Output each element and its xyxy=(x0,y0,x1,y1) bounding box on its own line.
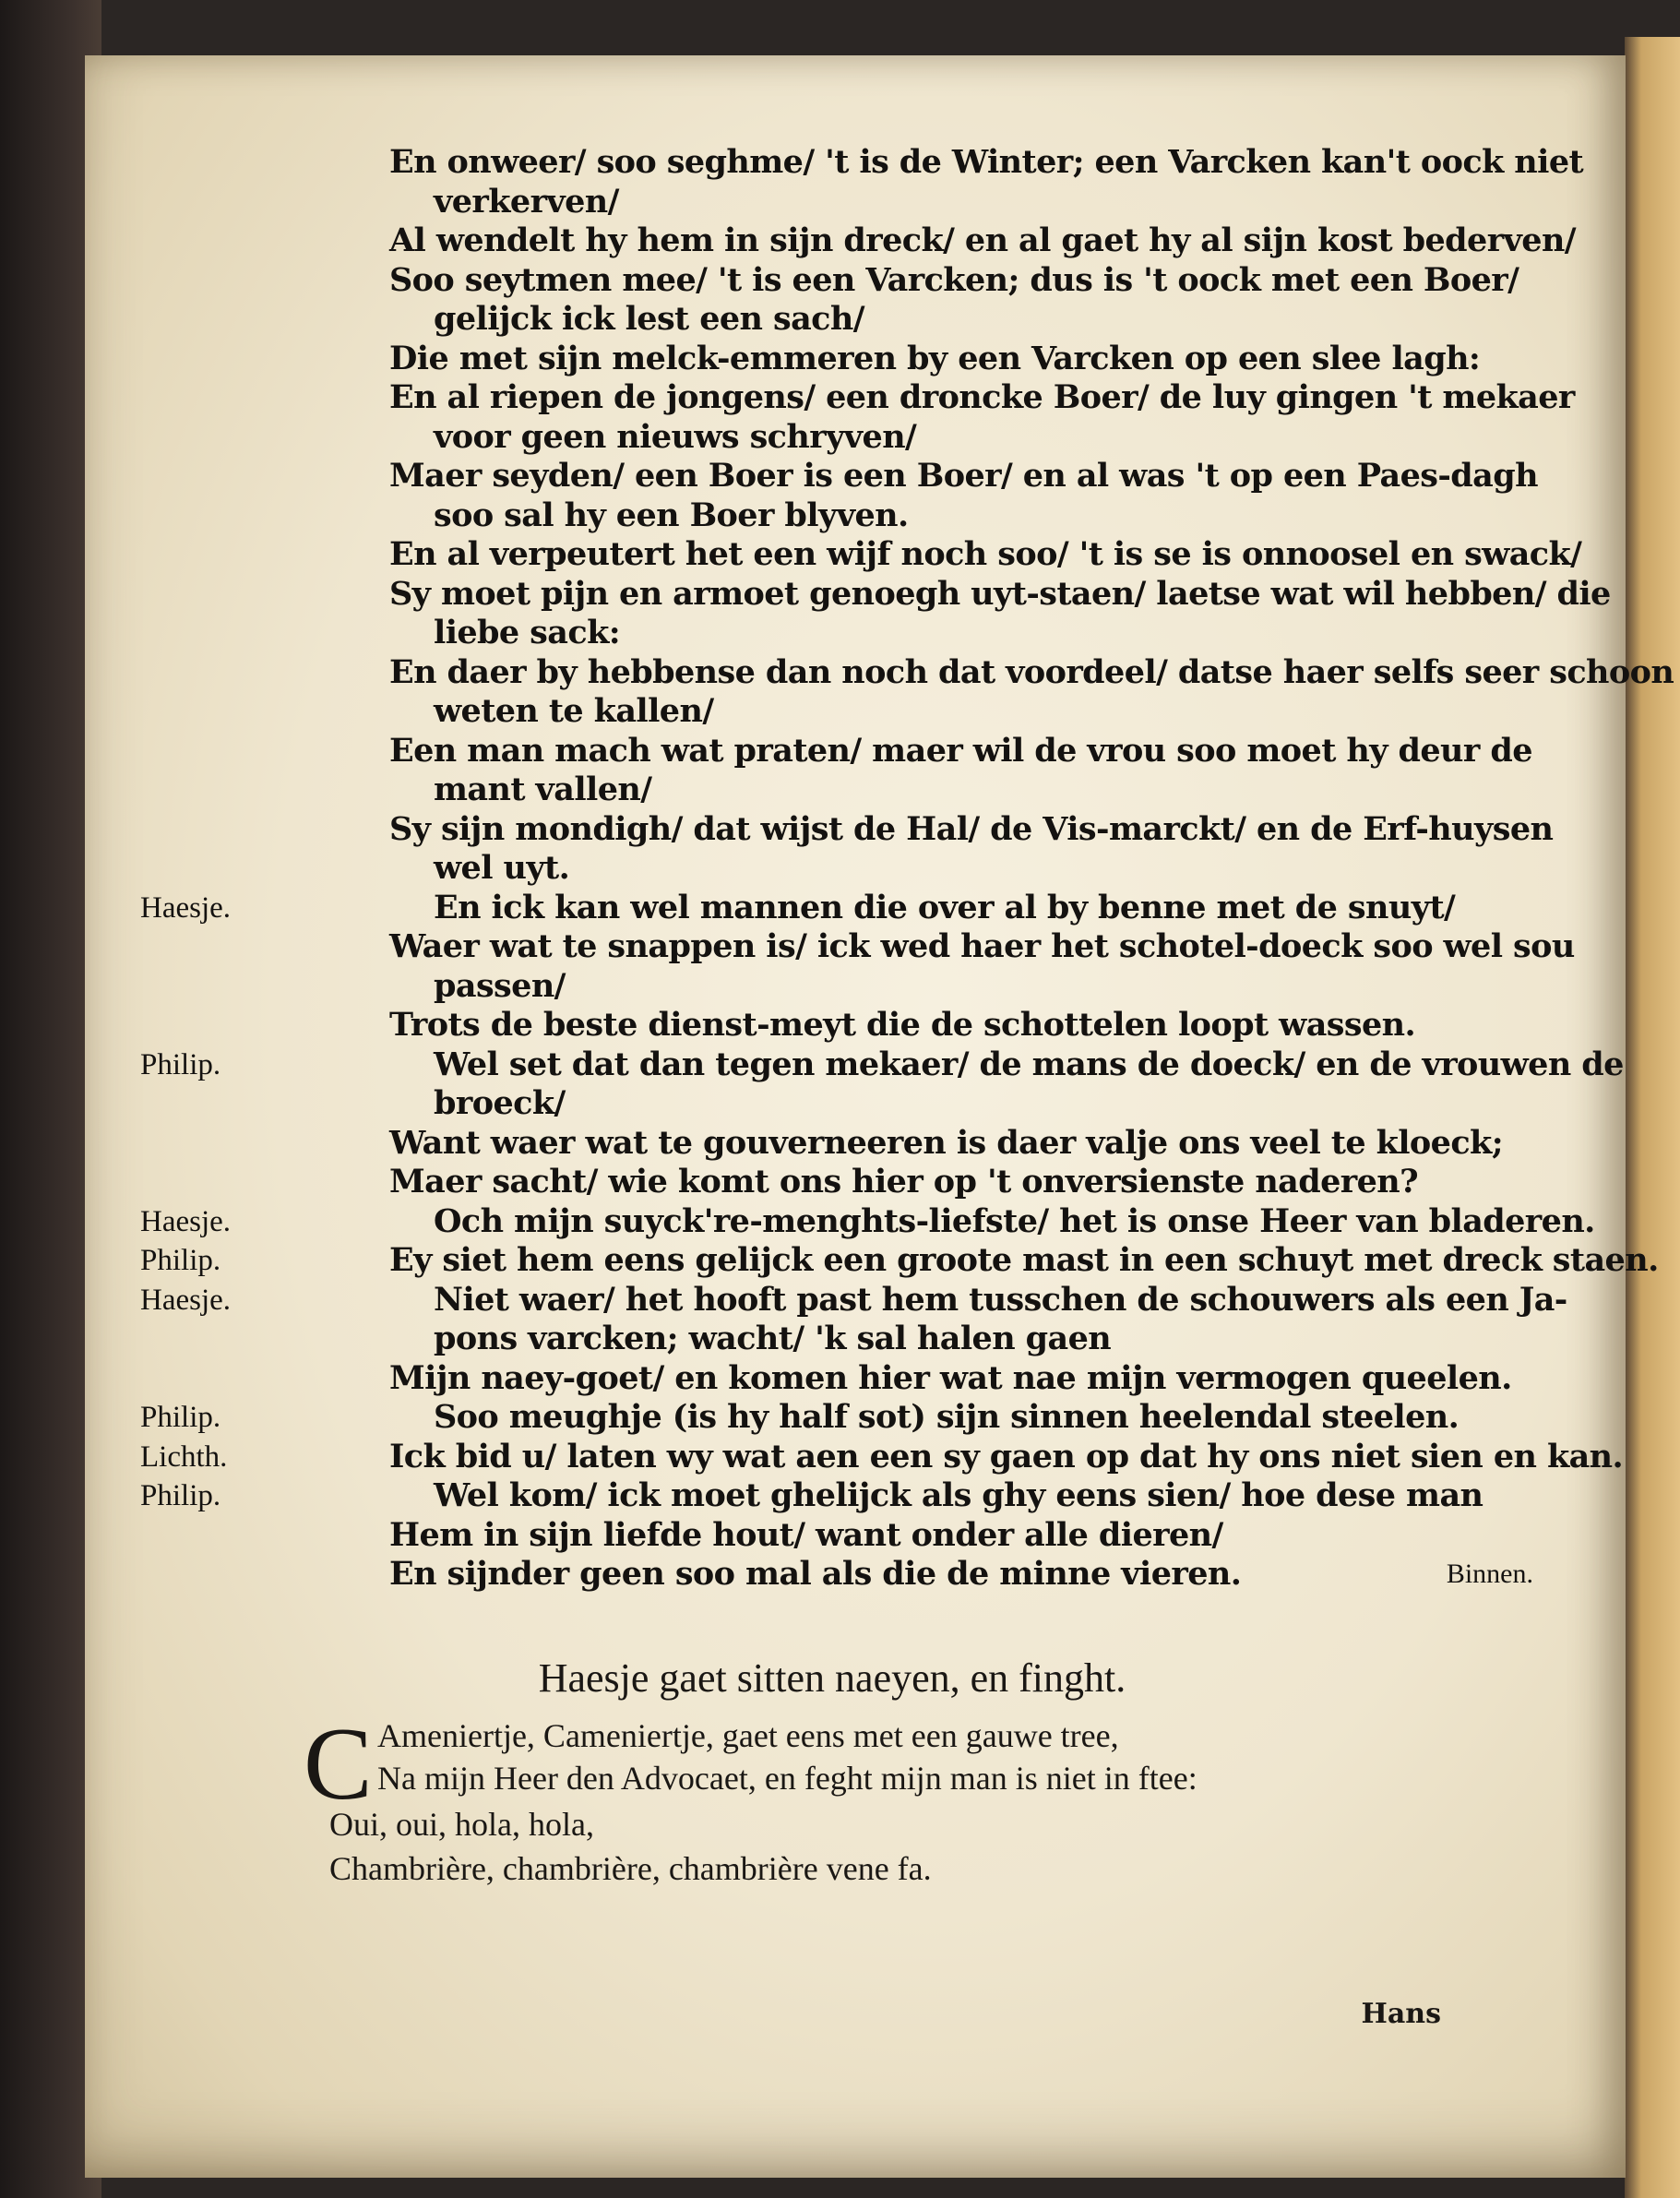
verse-text: wel uyt. xyxy=(434,849,570,887)
verse-line xyxy=(140,221,1598,261)
verse-text: Maer sacht/ wie komt ons hier op 't onversienste naderen? xyxy=(389,1163,1419,1201)
verse-text: Die met sijn melck-emmeren by een Varcken op een slee lagh: xyxy=(389,339,1481,377)
verse-text: Maer seyden/ een Boer is een Boer/ en al was 't op een Paes-dagh xyxy=(389,457,1538,495)
verse-line xyxy=(140,183,1598,222)
song-heading: Haesje gaet sitten naeyen, en finght. xyxy=(538,1655,1126,1701)
verse-line xyxy=(140,770,1598,810)
verse-text: En onweer/ soo seghme/ 't is de Winter; een Varcken kan't oock niet xyxy=(389,143,1584,181)
verse-text: Sy sijn mondigh/ dat wijst de Hal/ de Vis-marckt/ en de Erf-huysen xyxy=(389,809,1554,848)
verse-line xyxy=(140,261,1598,301)
verse-text: Wel set dat dan tegen mekaer/ de mans de doeck/ en de vrouwen de xyxy=(434,1045,1624,1083)
verse-text: En al verpeutert het een wijf noch soo/ 't is se is onnoosel en swack/ xyxy=(389,535,1582,573)
verse-text: weten te kallen/ xyxy=(434,692,714,730)
verse-text: mant vallen/ xyxy=(434,770,652,808)
verse-line xyxy=(140,652,1674,693)
verse-line xyxy=(140,1516,1598,1556)
verse-line xyxy=(140,1281,1598,1320)
speaker-name: Philip. xyxy=(140,1401,221,1434)
verse-text: pons varcken; wacht/ 'k sal halen gaen xyxy=(434,1320,1112,1357)
verse-text: Sy moet pijn en armoet genoegh uyt-staen/ laetse wat wil hebben/ die xyxy=(389,574,1611,613)
verse-line xyxy=(140,732,1598,771)
verse-line xyxy=(140,1241,1659,1281)
speaker-name: Philip. xyxy=(140,1479,221,1512)
stage-direction: Binnen. xyxy=(1446,1559,1533,1589)
verse-line xyxy=(140,967,1598,1007)
verse-line xyxy=(140,574,1611,615)
song-line: Na mijn Heer den Advocaet, en feght mijn man is niet in ftee: xyxy=(377,1760,1197,1797)
verse-line xyxy=(140,1476,1598,1516)
speaker-name: Lichth. xyxy=(140,1439,228,1474)
verse-line xyxy=(140,457,1598,496)
verse-text: Ey siet hem eens gelijck een groote mast in een schuyt met dreck staen. xyxy=(389,1241,1659,1279)
verse-text: En daer by hebbense dan noch dat voordeel/ datse haer selfs seer schoon xyxy=(389,652,1674,691)
verse-text: voor geen nieuws schryven/ xyxy=(434,417,917,456)
verse-line xyxy=(140,1124,1598,1164)
speaker-name: Haesje. xyxy=(140,1204,232,1238)
verse-line xyxy=(140,849,1598,889)
verse-text: Hem in sijn liefde hout/ want onder alle dieren/ xyxy=(389,1515,1223,1554)
verse-line xyxy=(140,1320,1598,1359)
verse-line xyxy=(140,1006,1598,1045)
verse-line xyxy=(140,1045,1624,1085)
verse-line xyxy=(140,378,1598,418)
verse-text: Niet waer/ het hooft past hem tusschen de schouwers als een Ja- xyxy=(434,1280,1567,1319)
book-page xyxy=(85,55,1674,2178)
verse-text: gelijck ick lest een sach/ xyxy=(434,300,864,338)
verse-line xyxy=(140,1555,1598,1595)
verse-text: verkerven/ xyxy=(434,182,619,221)
verse-line xyxy=(140,1437,1624,1477)
verse-text: Ick bid u/ laten wy wat aen een sy gaen op dat hy ons niet sien en kan. xyxy=(389,1437,1624,1475)
speaker-name: Philip. xyxy=(140,1047,221,1081)
speaker-name: Haesje. xyxy=(140,1283,232,1317)
verse-line xyxy=(140,692,1598,732)
verse-text: Soo meughje (is hy half sot) sijn sinnen heelendal steelen. xyxy=(434,1398,1460,1436)
verse-text: Want waer wat te gouverneeren is daer valje ons veel te kloeck; xyxy=(389,1123,1504,1162)
speaker-name: Philip. xyxy=(140,1244,221,1277)
verse-line xyxy=(140,535,1598,575)
verse-line xyxy=(140,810,1598,850)
verse-text: passen/ xyxy=(434,966,566,1005)
verse-text: Waer wat te snappen is/ ick wed haer het schotel-doeck soo wel sou xyxy=(389,927,1575,965)
verse-line xyxy=(140,1398,1598,1438)
verse-text: En ick kan wel mannen die over al by benne met de snuyt/ xyxy=(434,888,1456,926)
verse-line xyxy=(140,1084,1598,1124)
verse-text: liebe sack: xyxy=(434,614,621,651)
verse-line xyxy=(140,927,1598,967)
verse-text: Een man mach wat praten/ maer wil de vrou soo moet hy deur de xyxy=(389,731,1532,770)
verse-text: Och mijn suyck're-menghts-liefste/ het is onse Heer van bladeren. xyxy=(434,1201,1595,1240)
play-text xyxy=(140,143,1674,1595)
song-line: Chambrière, chambrière, chambrière vene fa. xyxy=(329,1850,932,1887)
verse-text: Wel kom/ ick moet ghelijck als ghy eens sien/ hoe dese man xyxy=(434,1476,1483,1514)
verse-line xyxy=(140,614,1598,653)
verse-line xyxy=(140,496,1598,536)
verse-line xyxy=(140,300,1598,340)
verse-text: En al riepen de jongens/ een droncke Boer/ de luy gingen 't mekaer xyxy=(389,378,1575,416)
facing-page-edge xyxy=(1625,37,1680,2198)
verse-text: Soo seytmen mee/ 't is een Varcken; dus is 't oock met een Boer/ xyxy=(389,260,1519,299)
verse-line xyxy=(140,1163,1598,1202)
speaker-name: Haesje. xyxy=(140,890,232,925)
catchword: Hans xyxy=(1361,1998,1441,2030)
verse-text: Al wendelt hy hem in sijn dreck/ en al gaet hy al sijn kost bederven/ xyxy=(389,221,1576,259)
verse-text: Trots de beste dienst-meyt die de schottelen loopt wassen. xyxy=(389,1006,1416,1044)
verse-text: Mijn naey-goet/ en komen hier wat nae mijn vermogen queelen. xyxy=(389,1358,1512,1397)
drop-capital: C xyxy=(304,1707,373,1822)
song-line: Ameniertje, Cameniertje, gaet eens met een gauwe tree, xyxy=(377,1717,1119,1754)
song-line: Oui, oui, hola, hola, xyxy=(329,1806,594,1843)
verse-line xyxy=(140,1202,1598,1242)
verse-text: En sijnder geen soo mal als die de minne vieren. xyxy=(389,1555,1242,1593)
verse-line xyxy=(140,143,1598,183)
verse-text: broeck/ xyxy=(434,1084,566,1122)
verse-line xyxy=(140,1359,1598,1399)
verse-line xyxy=(140,340,1598,379)
verse-line xyxy=(140,889,1598,928)
verse-line xyxy=(140,418,1598,458)
verse-text: soo sal hy een Boer blyven. xyxy=(434,496,909,534)
